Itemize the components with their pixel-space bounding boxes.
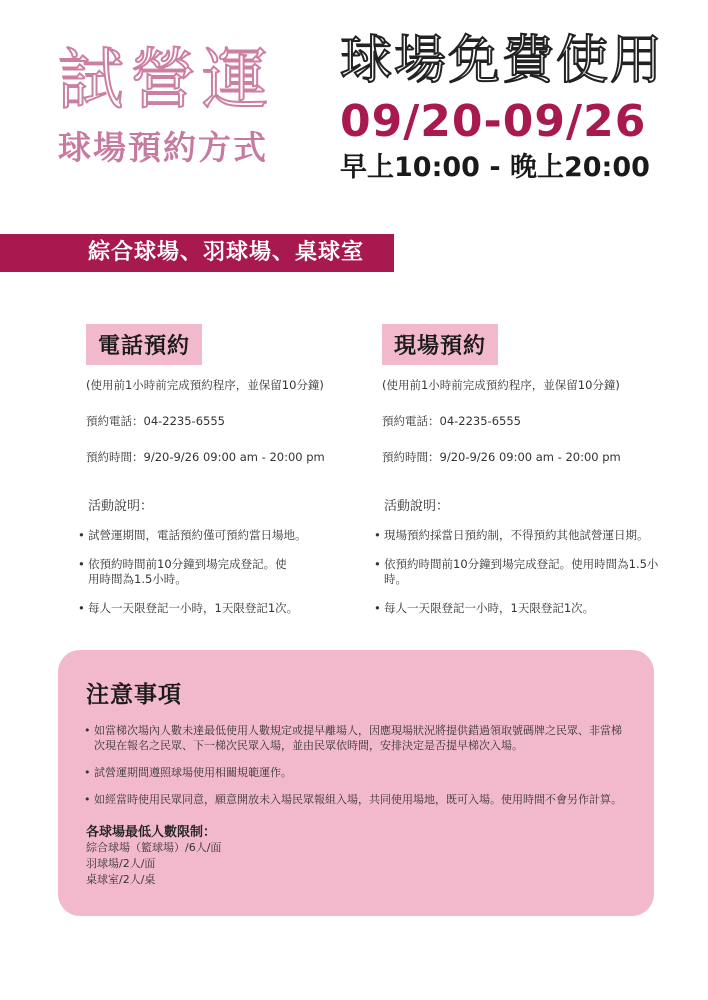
notice-list bbox=[84, 723, 628, 807]
list-item: • 如當梯次場內人數未達最低使用人數規定或提早離場人，因應現場狀況將提供錯過領取號碼牌之民眾、非當梯次現在報名之民眾、下一梯次民眾入場，並由民眾依時間，安排決定是否提早梯次入場。 bbox=[84, 723, 628, 753]
list-item: • 依預約時間前10分鐘到場完成登記。使用時間為1.5小時。 bbox=[78, 557, 368, 587]
onsite-activity-list bbox=[374, 528, 664, 616]
minimum-players-line: 羽球場/2人/面 bbox=[86, 857, 156, 870]
minimum-players-line: 綜合球場（籃球場）/6人/面 bbox=[86, 841, 222, 854]
onsite-booking-time: 預約時間：9/20-9/26 09:00 am - 20:00 pm bbox=[382, 450, 621, 464]
list-item: • 試營運期間，電話預約僅可預約當日場地。 bbox=[78, 528, 368, 543]
list-item: • 如經當時使用民眾同意，願意開放未入場民眾報組入場，共同使用場地，既可入場。使用時間不會另作計算。 bbox=[84, 792, 628, 807]
minimum-players-line: 桌球室/2人/桌 bbox=[86, 873, 156, 886]
time-range: 早上10:00 - 晚上20:00 bbox=[340, 152, 650, 183]
notice-title: 注意事項 bbox=[86, 682, 182, 708]
phone-activity-list bbox=[78, 528, 368, 616]
onsite-booking-note: (使用前1小時前完成預約程序，並保留10分鐘) bbox=[382, 378, 620, 392]
phone-booking-number: 預約電話：04-2235-6555 bbox=[86, 414, 225, 428]
booking-method-subtitle: 球場預約方式 bbox=[58, 128, 268, 167]
onsite-booking-section bbox=[374, 324, 664, 630]
phone-booking-note: (使用前1小時前完成預約程序，並保留10分鐘) bbox=[86, 378, 324, 392]
minimum-players-heading: 各球場最低人數限制： bbox=[86, 825, 217, 840]
free-use-title: 球場免費使用 bbox=[340, 31, 665, 91]
list-item: • 每人一天限登記一小時，1天限登記1次。 bbox=[374, 601, 664, 616]
list-item: • 依預約時間前10分鐘到場完成登記。使用時間為1.5小時。 bbox=[374, 557, 664, 587]
date-range: 09/20-09/26 bbox=[340, 96, 647, 147]
list-item: • 每人一天限登記一小時，1天限登記1次。 bbox=[78, 601, 368, 616]
trial-operation-title: 試營運 bbox=[58, 41, 274, 118]
onsite-activity-label: 活動說明： bbox=[384, 499, 450, 514]
phone-booking-title: 電話預約 bbox=[86, 324, 202, 365]
header-left bbox=[58, 42, 308, 169]
list-item: • 現場預約採當日預約制，不得預約其他試營運日期。 bbox=[374, 528, 664, 543]
onsite-booking-title: 現場預約 bbox=[382, 324, 498, 365]
notice-panel bbox=[58, 650, 654, 916]
header-right bbox=[340, 30, 680, 186]
onsite-booking-number: 預約電話：04-2235-6555 bbox=[382, 414, 521, 428]
phone-booking-section bbox=[78, 324, 368, 630]
list-item: • 試營運期間遵照球場使用相關規範運作。 bbox=[84, 765, 628, 780]
phone-booking-time: 預約時間：9/20-9/26 09:00 am - 20:00 pm bbox=[86, 450, 325, 464]
venue-banner: 綜合球場、羽球場、桌球室 bbox=[0, 234, 394, 272]
phone-activity-label: 活動說明： bbox=[88, 499, 154, 514]
